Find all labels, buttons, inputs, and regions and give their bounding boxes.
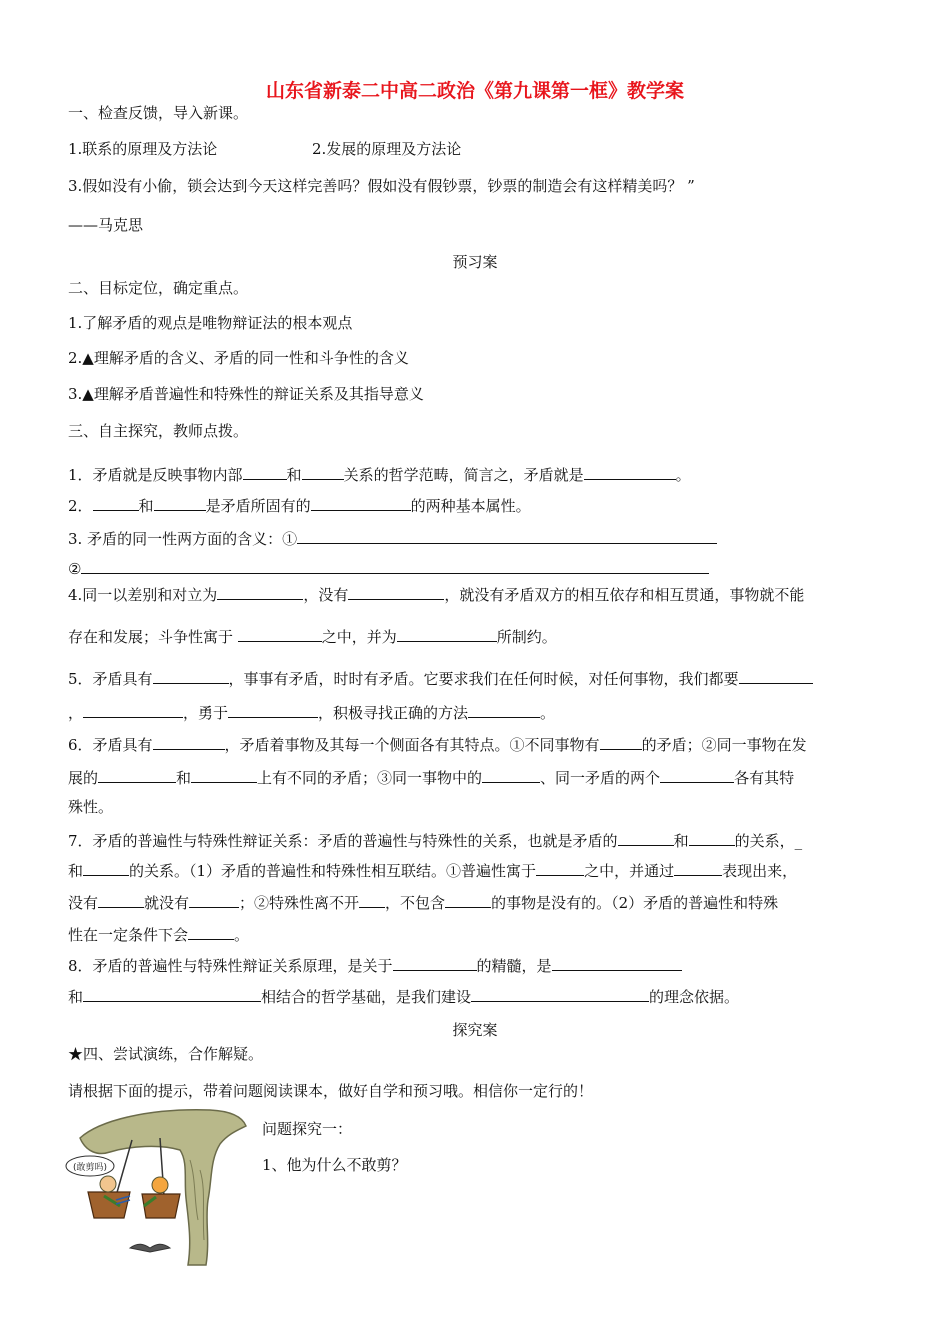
fill-blank[interactable] — [189, 892, 239, 908]
document-title: 山东省新泰二中高二政治《第九课第一框》教学案 — [265, 80, 684, 102]
question-7a: 7．矛盾的普遍性与特殊性辩证关系：矛盾的普遍性与特殊性的关系，也就是矛盾的 和 的关系，_ — [68, 832, 803, 850]
fill-blank[interactable] — [93, 495, 139, 511]
question-3a: 3. 矛盾的同一性两方面的含义：① — [68, 528, 717, 549]
question-8a: 8．矛盾的普遍性与特殊性辩证关系原理，是关于 的精髓，是 — [68, 955, 682, 976]
section2-heading: 二、目标定位，确定重点。 — [68, 279, 249, 297]
goal-3: 3.▲理解矛盾普遍性和特殊性的辩证关系及其指导意义 — [68, 385, 424, 403]
fill-blank[interactable] — [536, 860, 584, 876]
fill-blank[interactable] — [191, 767, 257, 783]
question-4b: 存在和发展；斗争性寓于 之中，并为 所制约。 — [68, 628, 557, 646]
fill-blank[interactable] — [302, 464, 344, 480]
question-5b: ， ，勇于 ，积极寻找正确的方法 。 — [68, 704, 556, 722]
question-6b: 展的 和 上有不同的矛盾；③同一事物中的 、同一矛盾的两个 各有其特 — [68, 769, 795, 787]
fill-blank[interactable] — [311, 495, 411, 511]
question-5a: 5．矛盾具有 ，事事有矛盾，时时有矛盾。它要求我们在任何时候，对任何事物，我们都要 — [68, 668, 813, 689]
quote-author: ——马克思 — [68, 216, 144, 234]
question-7c: 没有 就没有 ；②特殊性离不开 ，不包含 的事物是没有的。（2）矛盾的普遍性和特殊 — [68, 894, 779, 912]
fill-blank[interactable] — [153, 734, 225, 750]
fill-blank[interactable] — [83, 860, 129, 876]
fill-blank[interactable] — [618, 830, 674, 846]
preview-label: 预习案 — [452, 253, 498, 271]
fill-blank[interactable] — [689, 830, 735, 846]
review-item-2: 2.发展的原理及方法论 — [312, 140, 462, 158]
section3-heading: 三、自主探究，教师点拨。 — [68, 422, 249, 440]
problem-question-1: 1、他为什么不敢剪？ — [262, 1156, 407, 1174]
question-4a: 4.同一以差别和对立为 ，没有 ，就没有矛盾双方的相互依存和相互贯通，事物就不能 — [68, 586, 805, 604]
section4-intro: 请根据下面的提示，带着问题阅读课本，做好自学和预习哦。相信你一定行的！ — [68, 1082, 594, 1100]
question-8b: 和 相结合的哲学基础，是我们建设 的理念依据。 — [68, 988, 740, 1006]
fill-blank[interactable] — [584, 464, 676, 480]
fill-blank[interactable] — [297, 528, 717, 544]
fill-blank[interactable] — [445, 892, 491, 908]
fill-blank[interactable] — [153, 668, 229, 684]
fill-blank[interactable] — [393, 955, 477, 971]
question-3b: ② — [68, 558, 709, 579]
problem-title: 问题探究一： — [262, 1120, 353, 1138]
fill-blank[interactable] — [359, 892, 385, 908]
fill-blank[interactable] — [83, 702, 183, 718]
goal-1: 1.了解矛盾的观点是唯物辩证法的根本观点 — [68, 314, 353, 332]
explore-label: 探究案 — [452, 1021, 498, 1039]
fill-blank[interactable] — [600, 734, 642, 750]
fill-blank[interactable] — [81, 558, 709, 574]
section1-heading: 一、检查反馈，导入新课。 — [68, 104, 249, 122]
fill-blank[interactable] — [739, 668, 813, 684]
goal-2: 2.▲理解矛盾的含义、矛盾的同一性和斗争性的含义 — [68, 349, 409, 367]
fill-blank[interactable] — [154, 495, 206, 511]
fill-blank[interactable] — [238, 626, 322, 642]
question-6c: 殊性。 — [68, 798, 114, 816]
cartoon-illustration — [60, 1100, 250, 1272]
review-item-1: 1.联系的原理及方法论 — [68, 140, 218, 158]
review-item-3: 3.假如没有小偷，锁会达到今天这样完善吗？假如没有假钞票，钞票的制造会有这样精美吗？ ” — [68, 177, 695, 195]
question-7d: 性在一定条件下会 。 — [68, 926, 250, 944]
fill-blank[interactable] — [228, 702, 318, 718]
fill-blank[interactable] — [674, 860, 722, 876]
fill-blank[interactable] — [188, 924, 234, 940]
fill-blank[interactable] — [98, 892, 144, 908]
fill-blank[interactable] — [482, 767, 540, 783]
fill-blank[interactable] — [217, 584, 303, 600]
fill-blank[interactable] — [660, 767, 734, 783]
section4-heading: ★四、尝试演练，合作解疑。 — [68, 1045, 264, 1063]
fill-blank[interactable] — [83, 986, 261, 1002]
fill-blank[interactable] — [98, 767, 176, 783]
question-6a: 6．矛盾具有 ，矛盾着事物及其每一个侧面各有其特点。①不同事物有 的矛盾；②同一事物在发 — [68, 736, 807, 754]
fill-blank[interactable] — [348, 584, 444, 600]
question-7b: 和 的关系。（1）矛盾的普遍性和特殊性相互联结。①普遍性寓于 之中，并通过 表现出来， — [68, 862, 798, 880]
question-2: 2． 和 是矛盾所固有的 的两种基本属性。 — [68, 497, 531, 515]
fill-blank[interactable] — [471, 986, 649, 1002]
fill-blank[interactable] — [397, 626, 497, 642]
fill-blank[interactable] — [468, 702, 540, 718]
question-1: 1．矛盾就是反映事物内部 和 关系的哲学范畴，简言之，矛盾就是 。 — [68, 466, 691, 484]
fill-blank[interactable] — [552, 955, 682, 971]
fill-blank[interactable] — [243, 464, 287, 480]
cartoon-caption: (敢剪吗) — [72, 1163, 108, 1173]
